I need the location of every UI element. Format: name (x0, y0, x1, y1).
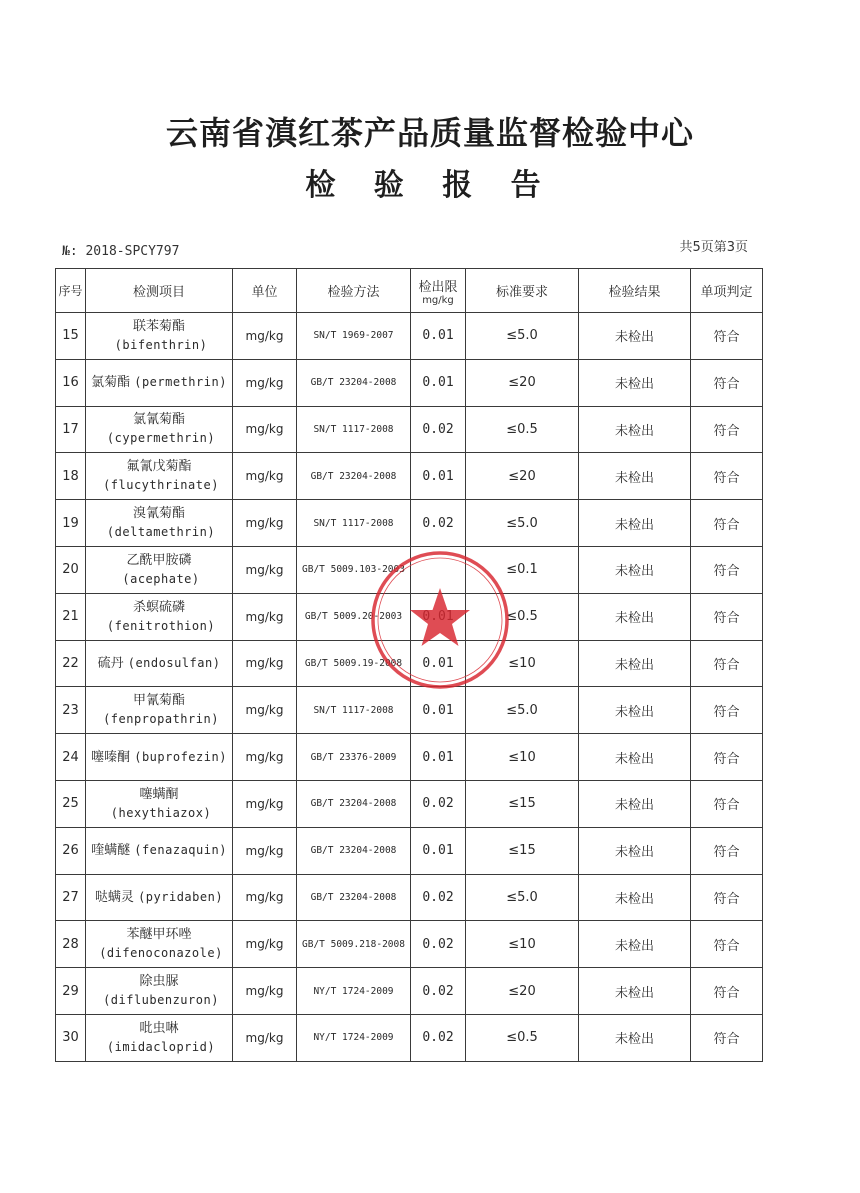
table-row (56, 313, 763, 360)
item-name-cn: 氟氰戊菊酯 (126, 459, 192, 475)
cell-result: 未检出 (579, 1014, 691, 1061)
cell-verdict: 符合 (691, 640, 763, 687)
cell-unit: mg/kg (233, 780, 297, 827)
cell-seq: 18 (56, 453, 86, 500)
cell-unit: mg/kg (233, 687, 297, 734)
cell-result: 未检出 (579, 968, 691, 1015)
cell-limit: 0.01 (411, 453, 466, 500)
cell-unit: mg/kg (233, 827, 297, 874)
cell-limit: 0.01 (411, 734, 466, 781)
item-name-en: (hexythiazox) (110, 805, 212, 820)
cell-item (86, 827, 233, 874)
cell-item (86, 687, 233, 734)
table-row (56, 874, 763, 921)
header-limit (411, 269, 466, 313)
item-name-en: (fenazaquin) (134, 843, 227, 858)
cell-unit: mg/kg (233, 921, 297, 968)
cell-method: GB/T 23204-2008 (297, 453, 411, 500)
table-row (56, 968, 763, 1015)
cell-seq: 28 (56, 921, 86, 968)
cell-item (86, 734, 233, 781)
cell-verdict: 符合 (691, 687, 763, 734)
cell-verdict: 符合 (691, 359, 763, 406)
table-row (56, 500, 763, 547)
cell-result: 未检出 (579, 780, 691, 827)
header-verdict: 单项判定 (691, 269, 763, 313)
cell-limit: 0.02 (411, 921, 466, 968)
cell-result: 未检出 (579, 453, 691, 500)
cell-item (86, 921, 233, 968)
cell-item (86, 546, 233, 593)
item-name-cn: 噻嗪酮 (91, 749, 131, 765)
cell-verdict: 符合 (691, 921, 763, 968)
cell-standard: ≤10 (466, 921, 579, 968)
report-subtitle: 检 验 报 告 (305, 168, 555, 203)
cell-method: SN/T 1117-2008 (297, 687, 411, 734)
cell-standard: ≤10 (466, 734, 579, 781)
cell-result: 未检出 (579, 406, 691, 453)
table-row (56, 359, 763, 406)
header-item: 检测项目 (86, 269, 233, 313)
cell-verdict: 符合 (691, 874, 763, 921)
cell-item (86, 453, 233, 500)
cell-method: NY/T 1724-2009 (297, 968, 411, 1015)
header-seq: 序号 (56, 269, 86, 313)
cell-standard: ≤5.0 (466, 874, 579, 921)
item-name-cn: 噻螨酮 (139, 786, 179, 802)
cell-result: 未检出 (579, 359, 691, 406)
table-row (56, 453, 763, 500)
cell-result: 未检出 (579, 640, 691, 687)
item-name-en: (permethrin) (134, 375, 227, 390)
table-row (56, 1014, 763, 1061)
item-name-cn: 喹螨醚 (91, 843, 131, 859)
cell-item (86, 359, 233, 406)
cell-verdict: 符合 (691, 500, 763, 547)
cell-seq: 26 (56, 827, 86, 874)
cell-result: 未检出 (579, 874, 691, 921)
cell-method: GB/T 23204-2008 (297, 359, 411, 406)
cell-verdict: 符合 (691, 780, 763, 827)
cell-result: 未检出 (579, 734, 691, 781)
item-name-cn: 硫丹 (97, 655, 124, 671)
item-name-en: (imidacloprid) (106, 1039, 216, 1054)
cell-method: GB/T 5009.218-2008 (297, 921, 411, 968)
cell-result: 未检出 (579, 546, 691, 593)
cell-result: 未检出 (579, 500, 691, 547)
cell-seq: 17 (56, 406, 86, 453)
item-name-en: (diflubenzuron) (103, 993, 219, 1008)
cell-method: GB/T 23376-2009 (297, 734, 411, 781)
item-name-en: (buprofezin) (134, 749, 227, 764)
cell-item (86, 780, 233, 827)
item-name-cn: 联苯菊酯 (132, 318, 185, 334)
cell-seq: 16 (56, 359, 86, 406)
item-name-cn: 氯氰菊酯 (132, 412, 185, 428)
table-header (56, 269, 763, 313)
cell-limit: 0.01 (411, 359, 466, 406)
header-result: 检验结果 (579, 269, 691, 313)
item-name-en: (endosulfan) (127, 655, 221, 670)
cell-item (86, 593, 233, 640)
cell-verdict: 符合 (691, 313, 763, 360)
cell-unit: mg/kg (233, 313, 297, 360)
item-name-en: (pyridaben) (138, 889, 224, 904)
cell-seq: 24 (56, 734, 86, 781)
item-name-en: (difenoconazole) (99, 946, 223, 961)
cell-item (86, 313, 233, 360)
table-row (56, 780, 763, 827)
item-name-en: (deltamethrin) (106, 525, 216, 540)
cell-result: 未检出 (579, 593, 691, 640)
cell-result: 未检出 (579, 827, 691, 874)
cell-unit: mg/kg (233, 546, 297, 593)
cell-standard: ≤0.5 (466, 593, 579, 640)
cell-limit: 0.02 (411, 780, 466, 827)
cell-standard: ≤15 (466, 780, 579, 827)
item-name-cn: 哒螨灵 (94, 889, 134, 905)
cell-item (86, 500, 233, 547)
cell-unit: mg/kg (233, 500, 297, 547)
cell-seq: 30 (56, 1014, 86, 1061)
item-name-en: (cypermethrin) (106, 431, 216, 446)
cell-method: GB/T 23204-2008 (297, 780, 411, 827)
cell-standard: ≤15 (466, 827, 579, 874)
cell-result: 未检出 (579, 313, 691, 360)
cell-item (86, 406, 233, 453)
cell-item (86, 640, 233, 687)
item-name-en: (bifenthrin) (114, 337, 208, 352)
cell-standard: ≤5.0 (466, 313, 579, 360)
cell-standard: ≤0.5 (466, 1014, 579, 1061)
cell-method: GB/T 23204-2008 (297, 874, 411, 921)
cell-standard: ≤20 (466, 453, 579, 500)
cell-item (86, 968, 233, 1015)
cell-limit: 0.02 (411, 874, 466, 921)
item-name-cn: 苯醚甲环唑 (126, 927, 192, 943)
cell-limit: 0.01 (411, 827, 466, 874)
cell-verdict: 符合 (691, 734, 763, 781)
cell-verdict: 符合 (691, 453, 763, 500)
item-name-cn: 杀螟硫磷 (132, 599, 185, 615)
item-name-en: (fenpropathrin) (103, 712, 219, 727)
cell-seq: 29 (56, 968, 86, 1015)
cell-unit: mg/kg (233, 640, 297, 687)
cell-limit: 0.02 (411, 1014, 466, 1061)
table-row (56, 406, 763, 453)
table-row (56, 734, 763, 781)
cell-unit: mg/kg (233, 1014, 297, 1061)
cell-method: GB/T 23204-2008 (297, 827, 411, 874)
item-name-cn: 溴氰菊酯 (132, 506, 185, 522)
cell-seq: 19 (56, 500, 86, 547)
cell-standard: ≤10 (466, 640, 579, 687)
cell-limit: 0.01 (411, 687, 466, 734)
cell-item (86, 874, 233, 921)
item-name-en: (fenitrothion) (106, 618, 216, 633)
cell-unit: mg/kg (233, 359, 297, 406)
cell-verdict: 符合 (691, 546, 763, 593)
cell-item (86, 1014, 233, 1061)
header-standard: 标准要求 (466, 269, 579, 313)
cell-result: 未检出 (579, 687, 691, 734)
cell-verdict: 符合 (691, 593, 763, 640)
table-row (56, 827, 763, 874)
item-name-en: (flucythrinate) (103, 478, 219, 493)
cell-standard: ≤0.1 (466, 546, 579, 593)
item-name-cn: 吡虫啉 (139, 1020, 179, 1036)
header-limit-unit: mg/kg (422, 294, 454, 306)
header-unit: 单位 (233, 269, 297, 313)
header-method: 检验方法 (297, 269, 411, 313)
seal-stamp (368, 548, 512, 692)
cell-unit: mg/kg (233, 874, 297, 921)
cell-seq: 20 (56, 546, 86, 593)
cell-unit: mg/kg (233, 406, 297, 453)
item-name-cn: 氯菊酯 (91, 375, 131, 391)
cell-method: GB/T 5009.103-2003 (297, 546, 411, 593)
item-name-cn: 乙酰甲胺磷 (126, 552, 192, 568)
report-title: 云南省滇红茶产品质量监督检验中心 (165, 114, 694, 152)
cell-limit: 0.02 (411, 500, 466, 547)
page-count: 共5页第3页 (679, 240, 748, 255)
cell-limit: 0.01 (411, 313, 466, 360)
cell-method: SN/T 1969-2007 (297, 313, 411, 360)
cell-limit: 0.02 (411, 406, 466, 453)
cell-standard: ≤5.0 (466, 500, 579, 547)
cell-verdict: 符合 (691, 406, 763, 453)
cell-limit: 0.02 (411, 968, 466, 1015)
report-number: №: 2018-SPCY797 (62, 244, 180, 259)
cell-standard: ≤0.5 (466, 406, 579, 453)
cell-standard: ≤5.0 (466, 687, 579, 734)
cell-seq: 22 (56, 640, 86, 687)
cell-verdict: 符合 (691, 827, 763, 874)
cell-method: NY/T 1724-2009 (297, 1014, 411, 1061)
cell-method: SN/T 1117-2008 (297, 500, 411, 547)
item-name-cn: 甲氰菊酯 (132, 693, 185, 709)
cell-limit: 0.01 (411, 640, 466, 687)
cell-method: GB/T 5009.19-2008 (297, 640, 411, 687)
item-name-cn: 除虫脲 (139, 974, 179, 990)
cell-seq: 25 (56, 780, 86, 827)
cell-standard: ≤20 (466, 359, 579, 406)
cell-method: SN/T 1117-2008 (297, 406, 411, 453)
cell-seq: 27 (56, 874, 86, 921)
cell-unit: mg/kg (233, 734, 297, 781)
cell-unit: mg/kg (233, 453, 297, 500)
cell-unit: mg/kg (233, 968, 297, 1015)
cell-seq: 15 (56, 313, 86, 360)
cell-verdict: 符合 (691, 968, 763, 1015)
cell-seq: 21 (56, 593, 86, 640)
cell-seq: 23 (56, 687, 86, 734)
cell-method: GB/T 5009.20-2003 (297, 593, 411, 640)
item-name-en: (acephate) (122, 571, 200, 586)
cell-standard: ≤20 (466, 968, 579, 1015)
header-limit-label: 检出限 (418, 279, 458, 295)
seal-star-icon (410, 588, 470, 646)
table-row (56, 921, 763, 968)
header-row (56, 269, 763, 313)
cell-unit: mg/kg (233, 593, 297, 640)
table-row (56, 687, 763, 734)
cell-verdict: 符合 (691, 1014, 763, 1061)
cell-result: 未检出 (579, 921, 691, 968)
